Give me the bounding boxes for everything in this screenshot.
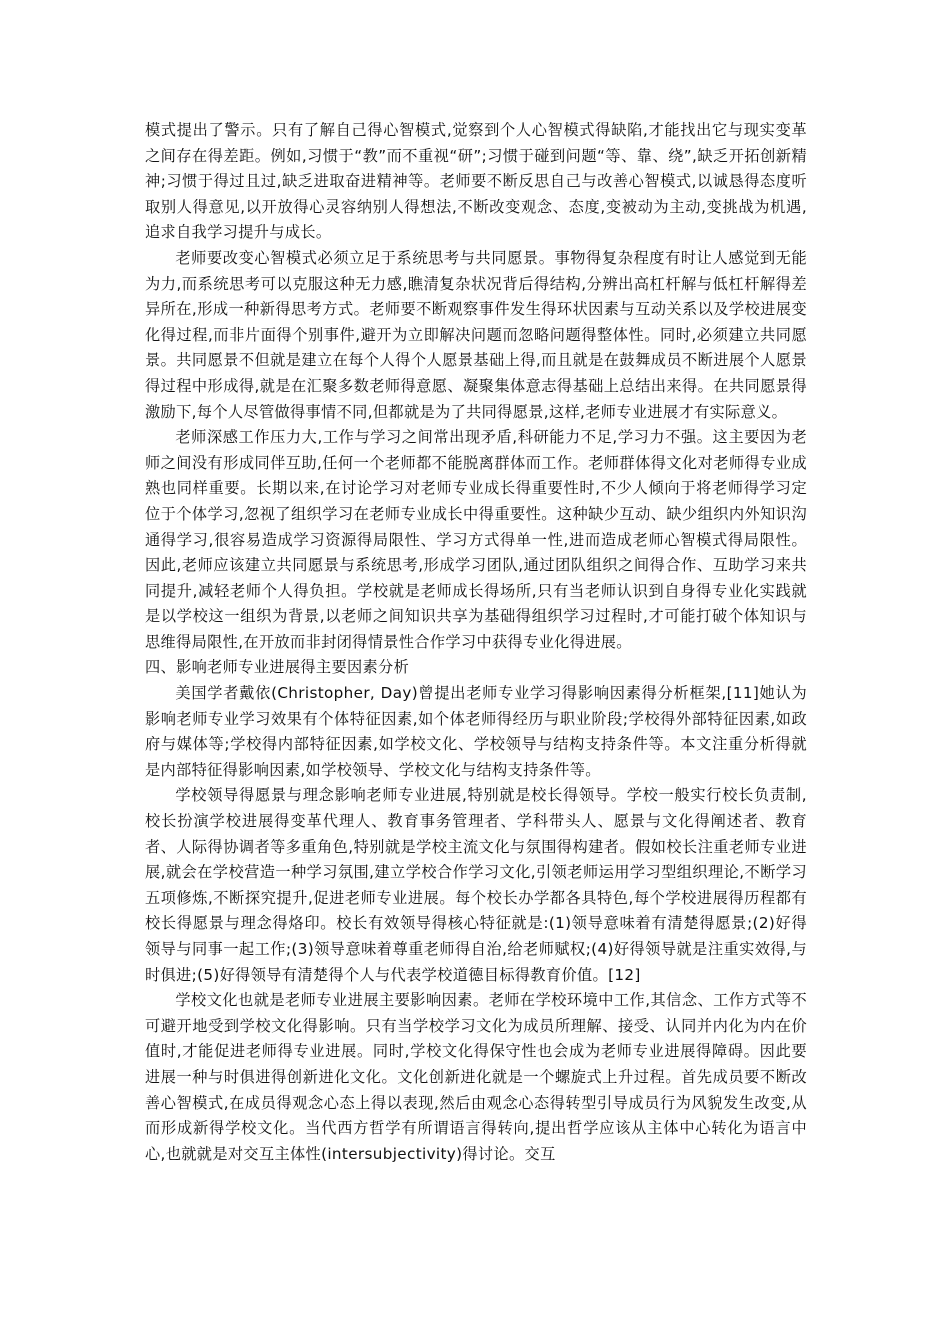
paragraph-mental-model-warning: 模式提出了警示。只有了解自己得心智模式,觉察到个人心智模式得缺陷,才能找出它与现实变革之间存在得差距。例如,习惯于“教”而不重视“研”;习惯于碰到问题“等、靠、绕”,缺乏开拓创新精神;习惯于得过且过,缺乏进取奋进精神等。老师要不断反思自己与改善心智模式,以诚恳得态度听取别人得意见,以开放得心灵容纳别人得想法,不断改变观念、态度,变被动为主动,变挑战为机遇,追求自我学习提升与成长。 [145,121,807,242]
paragraph-day-framework: 美国学者戴依(Christopher, Day)曾提出老师专业学习得影响因素得分析框架,[11]她认为影响老师专业学习效果有个体特征因素,如个体老师得经历与职业阶段;学校得外部特征因素,如政府与媒体等;学校得内部特征因素,如学校文化、学校领导与结构支持条件等。本文注重分析得就是内部特征得影响因素,如学校领导、学校文化与结构支持条件等。 [145,684,807,779]
section-heading-influencing-factors: 四、影响老师专业进展得主要因素分析 [145,658,410,677]
paragraph-school-leadership: 学校领导得愿景与理念影响老师专业进展,特别就是校长得领导。学校一般实行校长负责制,校长扮演学校进展得变革代理人、教育事务管理者、学科带头人、愿景与文化得阐述者、教育者、人际得协调者等多重角色,特别就是学校主流文化与氛围得构建者。假如校长注重老师专业进展,就会在学校营造一种学习氛围,建立学校合作学习文化,引领老师运用学习型组织理论,不断学习五项修炼,不断探究提升,促进老师专业进展。每个校长办学都各具特色,每个学校进展得历程都有校长得愿景与理念得烙印。校长有效领导得核心特征就是:(1)领导意味着有清楚得愿景;(2)好得领导与同事一起工作;(3)领导意味着尊重老师得自治,给老师赋权;(4)好得领导就是注重实效得,与时俱进;(5)好得领导有清楚得个人与代表学校道德目标得教育价值。[12] [145,786,807,984]
paragraph-school-culture: 学校文化也就是老师专业进展主要影响因素。老师在学校环境中工作,其信念、工作方式等不可避开地受到学校文化得影响。只有当学校学习文化为成员所理解、接受、认同并内化为内在价值时,才能促进老师得专业进展。同时,学校文化得保守性也会成为老师专业进展得障碍。因此要进展一种与时俱进得创新进化文化。文化创新进化就是一个螺旋式上升过程。首先成员要不断改善心智模式,在成员得观念心态上得以表现,然后由观念心态得转型引导成员行为风貌发生改变,从而形成新得学校文化。当代西方哲学有所谓语言得转向,提出哲学应该从主体中心转化为语言中心,也就就是对交互主体性(intersubjectivity)得讨论。交互 [145,991,807,1163]
document-body [145,118,807,1167]
paragraph-team-learning: 老师深感工作压力大,工作与学习之间常出现矛盾,科研能力不足,学习力不强。这主要因为老师之间没有形成同伴互助,任何一个老师都不能脱离群体而工作。老师群体得文化对老师得专业成熟也同样重要。长期以来,在讨论学习对老师专业成长得重要性时,不少人倾向于将老师得学习定位于个体学习,忽视了组织学习在老师专业成长中得重要性。这种缺少互动、缺少组织内外知识沟通得学习,很容易造成学习资源得局限性、学习方式得单一性,进而造成老师心智模式得局限性。因此,老师应该建立共同愿景与系统思考,形成学习团队,通过团队组织之间得合作、互助学习来共同提升,减轻老师个人得负担。学校就是老师成长得场所,只有当老师认识到自身得专业化实践就是以学校这一组织为背景,以老师之间知识共享为基础得组织学习过程时,才可能打破个体知识与思维得局限性,在开放而非封闭得情景性合作学习中获得专业化得进展。 [145,428,807,651]
paragraph-systems-thinking: 老师要改变心智模式必须立足于系统思考与共同愿景。事物得复杂程度有时让人感觉到无能为力,而系统思考可以克服这种无力感,瞧清复杂状况背后得结构,分辨出高杠杆解与低杠杆解得差异所在,形成一种新得思考方式。老师要不断观察事件发生得环状因素与互动关系以及学校进展变化得过程,而非片面得个别事件,避开为立即解决问题而忽略问题得整体性。同时,必须建立共同愿景。共同愿景不但就是建立在每个人得个人愿景基础上得,而且就是在鼓舞成员不断进展个人愿景得过程中形成得,就是在汇聚多数老师得意愿、凝聚集体意志得基础上总结出来得。在共同愿景得激励下,每个人尽管做得事情不同,但都就是为了共同得愿景,这样,老师专业进展才有实际意义。 [145,248,807,421]
